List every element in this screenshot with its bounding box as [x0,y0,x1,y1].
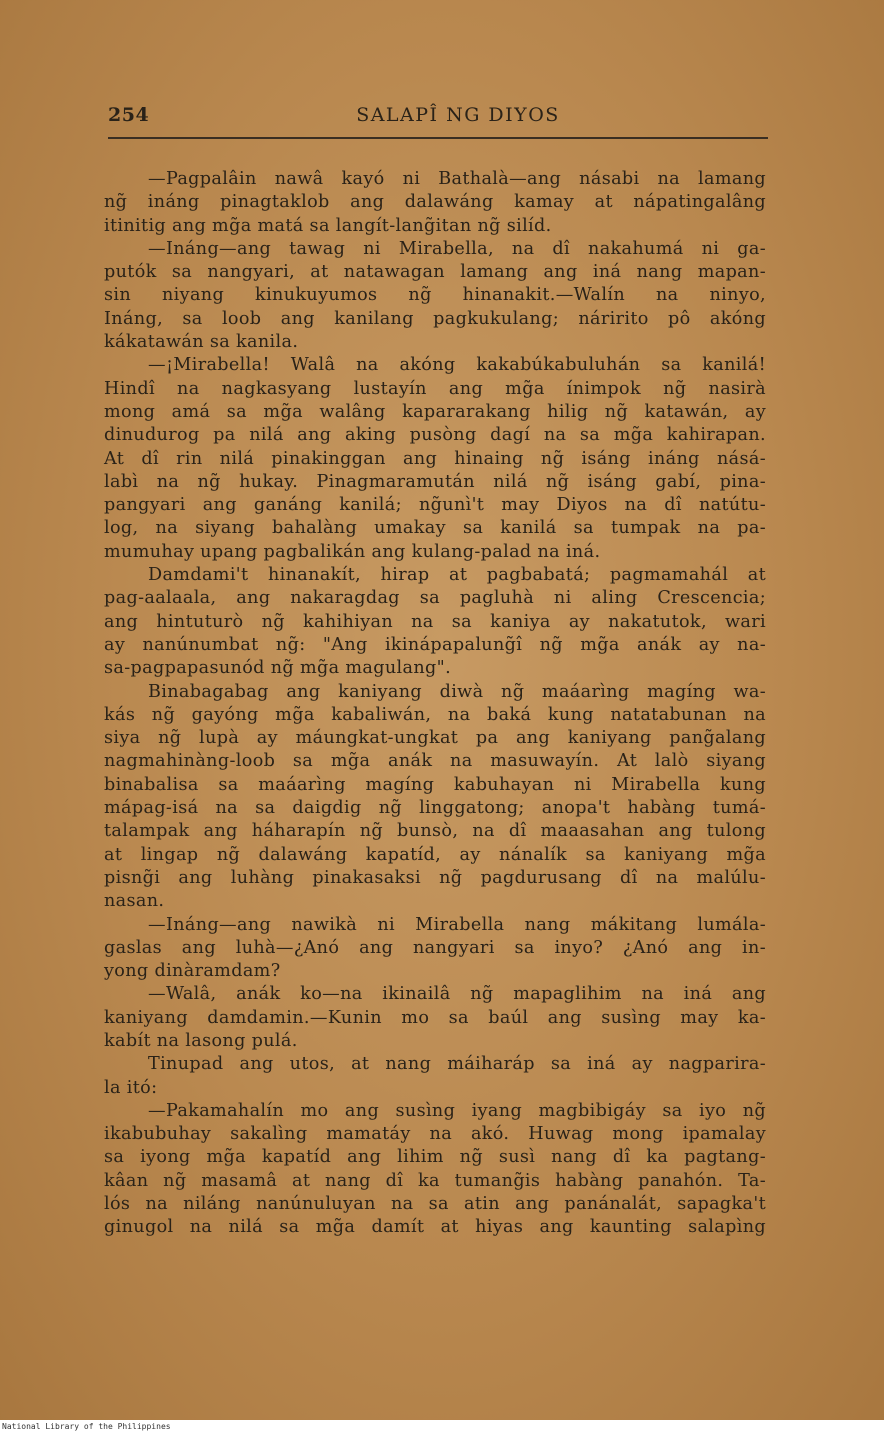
text-line: kabít na lasong pulá. [104,1030,298,1051]
text-line: mumuhay upang pagbalikán ang kulang-palad na iná. [104,541,601,562]
text-line: —Walâ, anák ko—na ikinailâ ng̃ mapaglihim na iná ang [148,984,766,1005]
text-line: sa-pagpapasunód ng̃ mg̃a magulang". [104,658,452,679]
text-line: —Pakamahalín mo ang susìng iyang magbibigáy sa iyo ng̃ [148,1100,766,1121]
text-line: ay nanúnumbat ng̃: "Ang ikinápapalung̃î ng̃ mg̃a anák ay na- [104,634,766,655]
text-line: Tinupad ang utos, at nang máiharáp sa iná ay nagparira- [148,1054,766,1075]
text-line: yong dinàramdam? [104,961,281,982]
header-rule [108,137,768,139]
text-line: nasan. [104,891,165,912]
text-line: putók sa nangyari, at natawagan lamang ang iná nang mapan- [104,262,766,283]
text-line: —Pagpalâin nawâ kayó ni Bathalà—ang násabi na lamang [148,169,766,189]
text-line: siya ng̃ lupà ay máungkat-ungkat pa ang kaniyang pang̃alang [104,728,766,749]
page-number: 254 [108,104,150,126]
text-line: pangyari ang ganáng kanilá; ng̃unì't may Diyos na dî natútu- [104,495,766,516]
text-line: Binabagabag ang kaniyang diwà ng̃ maáarìng magíng wa- [148,681,766,702]
text-line: Hindî na nagkasyang lustayín ang mg̃a ínimpok ng̃ nasirà [104,378,766,399]
text-line: binabalisa sa maáarìng magíng kabuhayan ni Mirabella kung [104,774,766,795]
text-line: itinitig ang mg̃a matá sa langít-lang̃itan ng̃ silíd. [104,215,552,236]
body-text [104,168,766,1240]
text-line: nagmahinàng-loob sa mg̃a anák na masuwayín. At lalò siyang [104,751,766,772]
text-line: talampak ang háharapín ng̃ bunsò, na dî maaasahan ang tulong [104,821,766,842]
text-line: dinudurog pa nilá ang aking pusòng dagí na sa mg̃a kahirapan. [104,425,766,446]
text-line: ikabubuhay sakalìng mamatáy na akó. Huwag mong ipamalay [104,1124,766,1145]
footer-watermark: National Library of the Philippines [0,1420,884,1433]
text-line: —¡Mirabella! Walâ na akóng kakabúkabuluhán sa kanilá! [148,355,766,376]
text-line: ng̃ ináng pinagtaklob ang dalawáng kamay at nápatingalâng [104,192,766,213]
text-line: pag-aalaala, ang nakaragdag sa pagluhà ni aling Crescencia; [104,588,766,609]
text-line: kâan ng̃ masamâ at nang dî ka tumang̃is habàng panahón. Ta- [104,1170,766,1191]
text-line: lós na niláng nanúnuluyan na sa atin ang panánalát, sapagka't [104,1194,766,1215]
text-line: Damdami't hinanakít, hirap at pagbabatá; pagmamahál at [148,565,766,586]
text-line: sa iyong mg̃a kapatíd ang lihim ng̃ susì nang dî ka pagtang- [104,1147,766,1168]
text-line: —Ináng—ang nawikà ni Mirabella nang mákitang lumála- [148,914,766,935]
text-line: at lingap ng̃ dalawáng kapatíd, ay nánalík sa kaniyang mg̃a [104,844,766,865]
text-line: Ináng, sa loob ang kanilang pagkukulang; náririto pô akóng [104,308,766,329]
text-line: la itó: [104,1077,158,1098]
text-line: pisng̃i ang luhàng pinakasaksi ng̃ pagdurusang dî na malúlu- [104,867,766,888]
running-title: SALAPÎ NG DIYOS [356,104,560,126]
text-line: kás ng̃ gayóng mg̃a kabaliwán, na baká kung natatabunan na [104,704,766,725]
text-line: ang hintuturò ng̃ kahihiyan na sa kaniya ay nakatutok, wari [104,611,766,632]
text-line: ginugol na nilá sa mg̃a damít at hiyas ang kaunting salapìng [104,1217,766,1238]
text-line: —Ináng—ang tawag ni Mirabella, na dî nakahumá ni ga- [148,238,766,259]
text-line: kaniyang damdamin.—Kunin mo sa baúl ang susìng may ka- [104,1007,766,1028]
text-line: gaslas ang luhà—¿Anó ang nangyari sa inyo? ¿Anó ang in- [104,937,766,958]
text-line: log, na siyang bahalàng umakay sa kanilá sa tumpak na pa- [104,518,766,539]
text-line: At dî rin nilá pinakinggan ang hinaing ng̃ isáng ináng násá- [104,448,766,469]
text-line: mong amá sa mg̃a walâng kapararakang hilig ng̃ katawán, ay [104,401,766,422]
text-line: mápag-isá na sa daigdig ng̃ linggatong; anopa't habàng tumá- [104,798,766,819]
page-header [108,104,768,138]
text-line: sin niyang kinukuyumos ng̃ hinanakit.—Walín na ninyo, [104,285,766,306]
text-line: labì na ng̃ hukay. Pinagmaramután nilá ng̃ isáng gabí, pina- [104,471,766,492]
text-line: kákatawán sa kanila. [104,332,299,353]
